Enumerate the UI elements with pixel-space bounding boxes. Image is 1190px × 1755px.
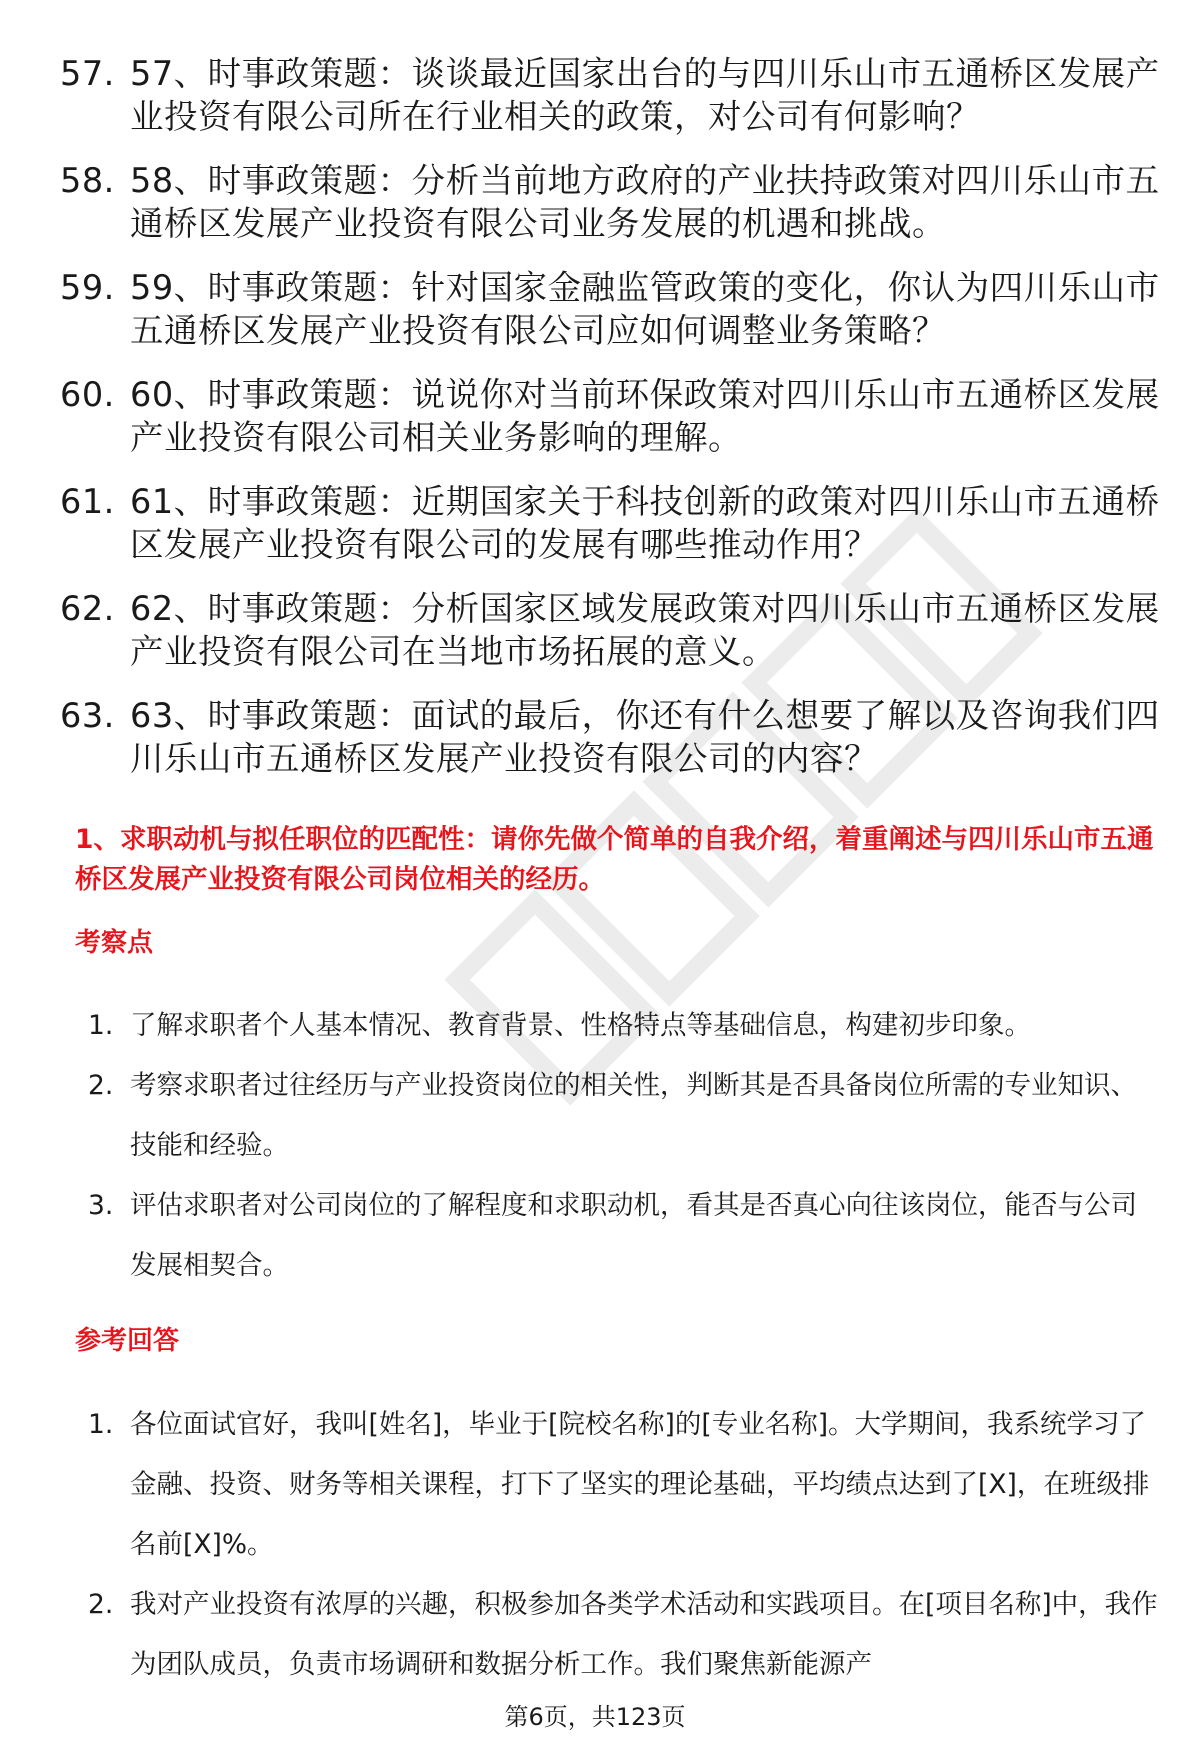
question-heading: 1、求职动机与拟任职位的匹配性：请你先做个简单的自我介绍，着重阐述与四川乐山市五通桥区发展产业投资有限公司岗位相关的经历。 <box>75 824 1154 895</box>
list-item <box>88 1056 1158 1176</box>
question-number: 61. <box>60 482 115 521</box>
list-item <box>88 1395 1158 1575</box>
question-text: 61、时事政策题：近期国家关于科技创新的政策对四川乐山市五通桥区发展产业投资有限公司的发展有哪些推动作用？ <box>130 482 1160 564</box>
list-item <box>88 1176 1158 1296</box>
question-item <box>60 266 1160 352</box>
question-item <box>60 480 1160 566</box>
page-footer: 第6页，共123页 <box>504 1703 686 1731</box>
exam-points-label: 考察点 <box>75 928 154 958</box>
list-item <box>88 996 1158 1056</box>
question-number: 60. <box>60 375 115 414</box>
question-number: 59. <box>60 268 115 307</box>
question-number: 57. <box>60 54 115 93</box>
question-text: 57、时事政策题：谈谈最近国家出台的与四川乐山市五通桥区发展产业投资有限公司所在行业相关的政策，对公司有何影响？ <box>130 54 1160 136</box>
question-item <box>60 373 1160 459</box>
question-text: 59、时事政策题：针对国家金融监管政策的变化，你认为四川乐山市五通桥区发展产业投资有限公司应如何调整业务策略？ <box>130 268 1160 350</box>
question-text: 62、时事政策题：分析国家区域发展政策对四川乐山市五通桥区发展产业投资有限公司在当地市场拓展的意义。 <box>130 589 1160 671</box>
list-item <box>88 1575 1158 1695</box>
list-item-number: 1. <box>88 1409 114 1440</box>
question-number: 58. <box>60 161 115 200</box>
question-text: 60、时事政策题：说说你对当前环保政策对四川乐山市五通桥区发展产业投资有限公司相关业务影响的理解。 <box>130 375 1160 457</box>
question-item <box>60 159 1160 245</box>
question-item <box>60 587 1160 673</box>
question-text: 63、时事政策题：面试的最后，你还有什么想要了解以及咨询我们四川乐山市五通桥区发展产业投资有限公司的内容？ <box>130 696 1160 778</box>
list-item-text: 各位面试官好，我叫[姓名]，毕业于[院校名称]的[专业名称]。大学期间，我系统学习了金融、投资、财务等相关课程，打下了坚实的理论基础，平均绩点达到了[X]，在班级排名前[X]%。 <box>130 1409 1150 1560</box>
exam-points-list <box>88 996 1158 1296</box>
question-list <box>60 52 1160 801</box>
list-item-text: 我对产业投资有浓厚的兴趣，积极参加各类学术活动和实践项目。在[项目名称]中，我作为团队成员，负责市场调研和数据分析工作。我们聚焦新能源产 <box>130 1589 1158 1680</box>
reference-answer-label: 参考回答 <box>75 1326 180 1356</box>
question-number: 63. <box>60 696 115 735</box>
list-item-number: 2. <box>88 1070 114 1101</box>
list-item-text: 评估求职者对公司岗位的了解程度和求职动机，看其是否真心向往该岗位，能否与公司发展相契合。 <box>130 1190 1137 1281</box>
question-text: 58、时事政策题：分析当前地方政府的产业扶持政策对四川乐山市五通桥区发展产业投资有限公司业务发展的机遇和挑战。 <box>130 161 1160 243</box>
list-item-number: 3. <box>88 1190 114 1221</box>
list-item-number: 1. <box>88 1010 114 1041</box>
question-item <box>60 52 1160 138</box>
list-item-number: 2. <box>88 1589 114 1620</box>
question-item <box>60 694 1160 780</box>
question-number: 62. <box>60 589 115 628</box>
list-item-text: 考察求职者过往经历与产业投资岗位的相关性，判断其是否具备岗位所需的专业知识、技能和经验。 <box>130 1070 1137 1161</box>
reference-answer-list <box>88 1395 1158 1695</box>
list-item-text: 了解求职者个人基本情况、教育背景、性格特点等基础信息，构建初步印象。 <box>130 1010 1031 1041</box>
